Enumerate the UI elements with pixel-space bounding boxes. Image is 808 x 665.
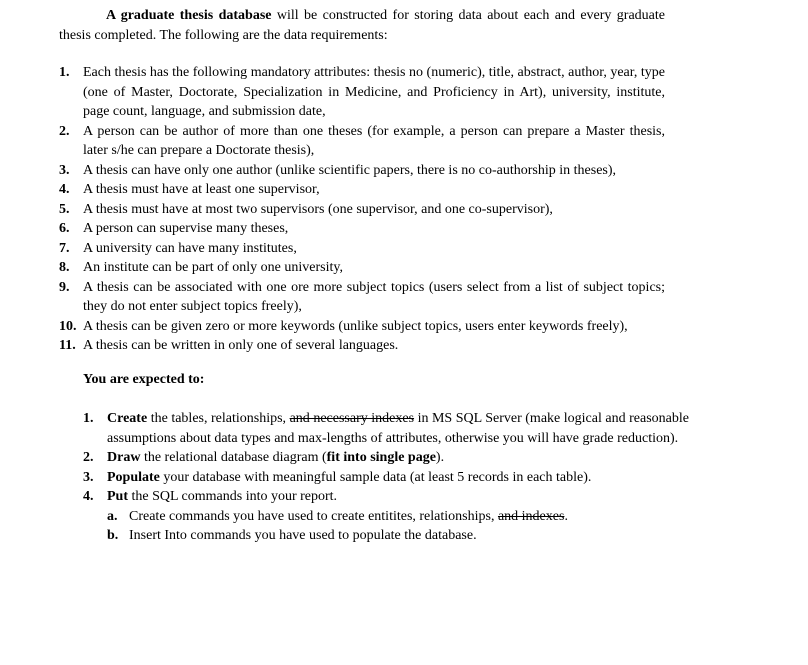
requirement-item bbox=[59, 200, 665, 220]
requirement-item bbox=[59, 180, 665, 200]
subtask-item bbox=[107, 526, 689, 546]
task-number: 3. bbox=[83, 469, 94, 485]
task-text: the relational database diagram ( bbox=[140, 450, 327, 465]
subtask-text: Insert Into commands you have used to populate the database. bbox=[129, 528, 477, 543]
task-item-populate bbox=[83, 468, 689, 488]
requirement-item bbox=[59, 317, 665, 337]
requirement-number: 6. bbox=[59, 221, 70, 236]
requirement-item bbox=[59, 122, 665, 161]
requirement-item bbox=[59, 278, 665, 317]
requirement-number: 7. bbox=[59, 240, 70, 256]
requirement-text: A person can be author of more than one theses (for example, a person can prepare a Master thesis, later s/he can prepare a Doctorate thesis), bbox=[83, 123, 665, 158]
subtask-text: . bbox=[564, 508, 568, 524]
requirement-item bbox=[59, 336, 665, 356]
requirement-text: An institute can be part of only one university, bbox=[83, 260, 343, 275]
requirement-number: 9. bbox=[59, 279, 70, 295]
task-item-put bbox=[83, 487, 689, 546]
requirement-number: 2. bbox=[59, 123, 70, 139]
task-text: the SQL commands into your report. bbox=[128, 489, 338, 504]
requirement-number: 5. bbox=[59, 201, 70, 217]
struck-text: and necessary indexes bbox=[289, 411, 415, 426]
intro-rest: will be constructed for storing data about each and every graduate thesis completed. The following are the data requirements: bbox=[59, 8, 665, 43]
requirement-text: A thesis must have at least one supervisor, bbox=[83, 182, 320, 197]
intro-paragraph bbox=[59, 6, 665, 45]
task-number: 1. bbox=[83, 411, 94, 426]
requirement-number: 1. bbox=[59, 65, 70, 80]
struck-text: and indexes bbox=[497, 508, 565, 524]
requirement-number: 3. bbox=[59, 162, 70, 178]
requirement-number: 10. bbox=[59, 318, 77, 334]
requirement-item bbox=[59, 258, 665, 278]
task-text: ). bbox=[435, 450, 445, 465]
expected-heading: You are expected to: bbox=[83, 372, 205, 387]
task-item-create bbox=[83, 409, 689, 448]
task-emphasis: fit into single page bbox=[326, 450, 436, 465]
requirement-number: 11. bbox=[59, 338, 76, 353]
requirement-text: A thesis can be given zero or more keywords (unlike subject topics, users enter keywords freely), bbox=[83, 318, 628, 334]
subtask-letter: a. bbox=[107, 508, 118, 524]
requirement-text: A thesis must have at most two supervisors (one supervisor, and one co-supervisor), bbox=[83, 201, 553, 217]
task-verb: Populate bbox=[107, 469, 160, 485]
subtask-letter: b. bbox=[107, 528, 119, 543]
task-verb: Put bbox=[107, 489, 128, 504]
requirement-number: 4. bbox=[59, 182, 70, 197]
requirement-text: A university can have many institutes, bbox=[83, 240, 297, 256]
task-verb: Create bbox=[107, 411, 148, 426]
task-number: 2. bbox=[83, 450, 94, 465]
requirement-item bbox=[59, 161, 665, 181]
requirement-item bbox=[59, 63, 665, 122]
requirement-item bbox=[59, 219, 665, 239]
subtask-list bbox=[107, 507, 689, 546]
requirement-text: A thesis can be associated with one ore more subject topics (users select from a list of subject topics; they do not enter subject topics freely), bbox=[83, 279, 665, 314]
requirements-list bbox=[59, 63, 665, 356]
requirement-number: 8. bbox=[59, 260, 70, 275]
requirement-text: A thesis can have only one author (unlike scientific papers, there is no co-authorship in theses), bbox=[83, 162, 617, 178]
task-number: 4. bbox=[83, 489, 94, 504]
task-item-draw bbox=[83, 448, 689, 468]
requirement-text: A person can supervise many theses, bbox=[83, 221, 289, 236]
task-text: the tables, relationships, bbox=[147, 411, 290, 426]
requirement-text: Each thesis has the following mandatory attributes: thesis no (numeric), title, abstract, author, year, type (one of Master, Doctorate, Specialization in Medicine, and Proficiency in Art), university, institute, page count, language, and submission date, bbox=[83, 65, 665, 119]
subtask-item bbox=[107, 507, 689, 527]
task-verb: Draw bbox=[107, 450, 141, 465]
intro-lead: A graduate thesis database bbox=[106, 8, 272, 23]
task-text: in MS SQL Server (make logical and reasonable assumptions about data types and max-lengths of attributes, otherwise you will have grade reduction). bbox=[107, 411, 689, 446]
requirement-item bbox=[59, 239, 665, 259]
requirement-text: A thesis can be written in only one of several languages. bbox=[83, 338, 399, 353]
tasks-list bbox=[83, 409, 689, 546]
subtask-text: Create commands you have used to create entitites, relationships, bbox=[129, 508, 498, 524]
task-text: your database with meaningful sample data (at least 5 records in each table). bbox=[159, 469, 592, 485]
